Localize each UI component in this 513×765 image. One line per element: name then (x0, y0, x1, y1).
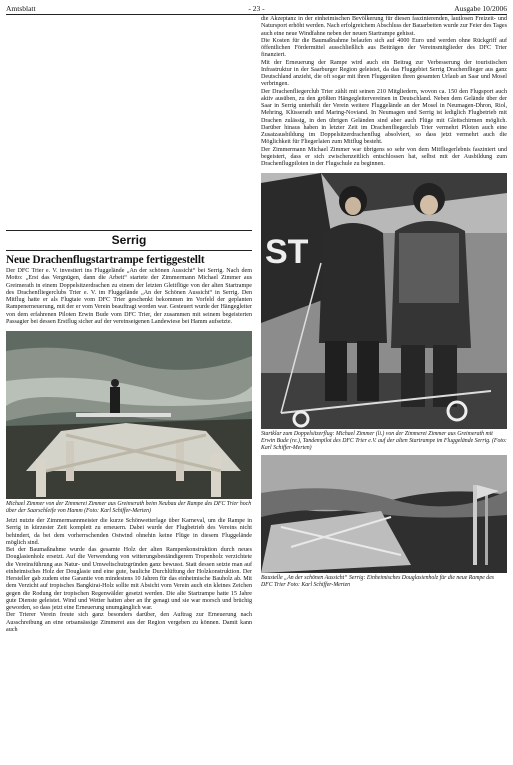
article-intro: Der DFC Trier e. V. investiert ins Fluggelände „An der schönen Aussicht“ bei Serrig. Nach dem Motto: „Erst das Vergnügen, dann die Arbeit“ startete der Zimmermann Michael Zimmer aus Greimerath in einem Doppelsitzerdrachen zu einem der letzten Gleitflüge von der alten Startrampe des Drachenfliegerclubs Trier e. V. im Fluggelände „An der Schönen Aussicht“ in Serrig. Den Mitflug hatte er als Flugtaie vom DFC Trier geschenkt bekommen im Vorfeld der geplanten Rampenerneuerung, mit der er vom Verein beauftragt worden war. Gesteuert wurde der Hängegleiter von dem erfahrenen Piloten Erwin Bude vom DFC Trier, der zusammen mit seinem begeisterten Passagier bei dessen Erstflug sicher auf der vereinseigenen Landewiese bei Hamm aufsetzte. (6, 268, 252, 325)
photo-ramp-construction (6, 331, 252, 499)
photo1-caption: Michael Zimmer von der Zimmerei Zimmer aus Greimerath beim Neubau der Rampe des DFC Trier hoch über der Saarschleife von Hamm (Foto: Karl Schiffer-Merten) (6, 501, 252, 514)
newspaper-name: Amtsblatt (6, 4, 36, 13)
body-left-paragraph-3: Der Trierer Verein freute sich ganz besonders darüber, den Auftrag zur Erneuerung nach Ausschreibung an eine ortsansässige Zimmerei aus der Region vergeben zu können. Damit kann auch (6, 612, 252, 633)
body-right-paragraph-5: Der Zimmermann Michael Zimmer war übrigens so sehr von dem Mitfliegerlebnis fasziniert und begeistert, dass er sich zwischenzeitlich entschlossen hat, selbst mit der Ausbildung zum Drachenflugpiloten in der Flugschule zu beginnen. (261, 146, 507, 167)
page-number: - 23 - (248, 4, 265, 13)
right-column (261, 16, 507, 592)
header-rule (6, 14, 507, 15)
left-column (6, 230, 252, 634)
body-left-paragraph-2: Bei der Baumaßnahme wurde das gesamte Holz der alten Rampenkonstruktion durch neues Douglasienholz ersetzt. Auf die Verwendung von witterungsbeständigerem Tropenholz verzichtete die Vereinsführung aus Natur- und Umweltschutzgründen ganz bewusst. Statt dessen setzte man auf einheimisches Holz der Douglasie und eine gute, bauliche Durchlüftung der Holzkonstruktion. Der Hersteller gab zudem eine Garantie von mindestens 10 Jahren für das einheimische Bauholz ab. Mit dem Verzicht auf tropisches Bangkirai-Holz sollte mit Absicht vom Verein auch ein kleines Zeichen gegen die Rodung der tropischen Regenwälder gesetzt werden. Die alte Startrampe hatte 15 Jahre gute Dienste geleistet. Wind und Wetter hatten aber an ihr genagt und sie war morsch und brüchig geworden, so dass jetzt eine Erneuerung unumgänglich war. (6, 547, 252, 611)
photo2-caption: Startklar zum Doppelsitzerflug: Michael Zimmer (li.) von der Zimmerei Zimmer aus Greimerath mit Erwin Bude (re.), Tandempilot des DFC Trier e.V. auf der alten Startrampe im Fluggelände Serrig. (Foto: Karl Schiffer-Merten) (261, 431, 507, 452)
issue-number: Ausgabe 10/2006 (454, 4, 507, 13)
article-headline: Neue Drachenflugstartrampe fertiggestellt (6, 254, 205, 266)
body-right-paragraph-1: die Akzeptanz in der einheimischen Bevölkerung für diesen faszinierenden, lautlosen Freizeit- und Natursport erhöht werden. Nach erfolgreichem Abschluss der Bauarbeiten wurde zur Feier des Tages auch eine neue Windfahne neben der neuen Startrampe gehisst. (261, 16, 508, 37)
body-right-paragraph-4: Der Drachenfliegerclub Trier zählt mit seinen 210 Mitgliedern, wovon ca. 150 den Flugsport auch aktiv ausüben, zu den größten Hängegleitervereinen in Deutschland. Neben dem Gelände über der Saar in Serrig unterhält der Verein weitere Fluggelände an der Mosel in Neumagen-Dhron, Riol, Mehring, Klüsserath und Maring-Noviand. In Neumagen und Serrig ist lediglich Flugbetrieb mit Drachen zulässig, in den übrigen Geländen sind aber auch Flüge mit Gleitschirmen möglich. Darüber hinaus haben in letzter Zeit im Drachenfliegerclub Trier vermehrt Piloten auch eine Zusatzausbildung im Doppelsitzerdrachenflug absolviert, so dass jetzt vermehrt auch die Möglichkeit für Fliegerlaien zum Mitflug besteht. (261, 88, 507, 146)
body-right-paragraph-2: Die Kosten für die Baumaßnahme belaufen sich auf 4000 Euro und werden ohne Rückgriff auf öffentlichen Fördermittel ausschließlich aus Beiträgen der Vereinsmitglieder des DFC Trier finanziert. (261, 37, 507, 59)
body-left-paragraph-1: Jetzt nutzte der Zimmermannmeister die kurze Schönwetterlage über Karneval, um die Rampe in Serrig in kürzester Zeit komplett zu erneuern. Dabei wurde der Flugbetrieb des Vereins nicht behindert, da bei dem vorherrschenden Ostwind ohnehin keine Flüge in diesem Fluggelände möglich sind. (6, 518, 252, 546)
svg-text:ST: ST (265, 233, 309, 272)
photo-construction-site (261, 455, 507, 573)
photo-tandem-pilots (261, 173, 507, 429)
body-right-paragraph-3: Mit der Erneuerung der Rampe wird auch ein Beitrag zur Verbesserung der touristischen Infrastruktur in der Saarburger Region geleistet, da das Fluggebiet Serrig Drachenflieger aus ganz Deutschland anzieht, die oft sogar mit ihren Fluggeräten ihren gesamten Urlaub an Saar und Mosel verbringen. (261, 59, 507, 88)
photo3-caption: Baustelle „An der schönen Aussicht“ Serrig: Einheimisches Douglasienholz für die neue Rampe des DFC Trier Foto: Karl Schiffer-Merten (261, 575, 495, 589)
section-title: Serrig (6, 230, 252, 251)
